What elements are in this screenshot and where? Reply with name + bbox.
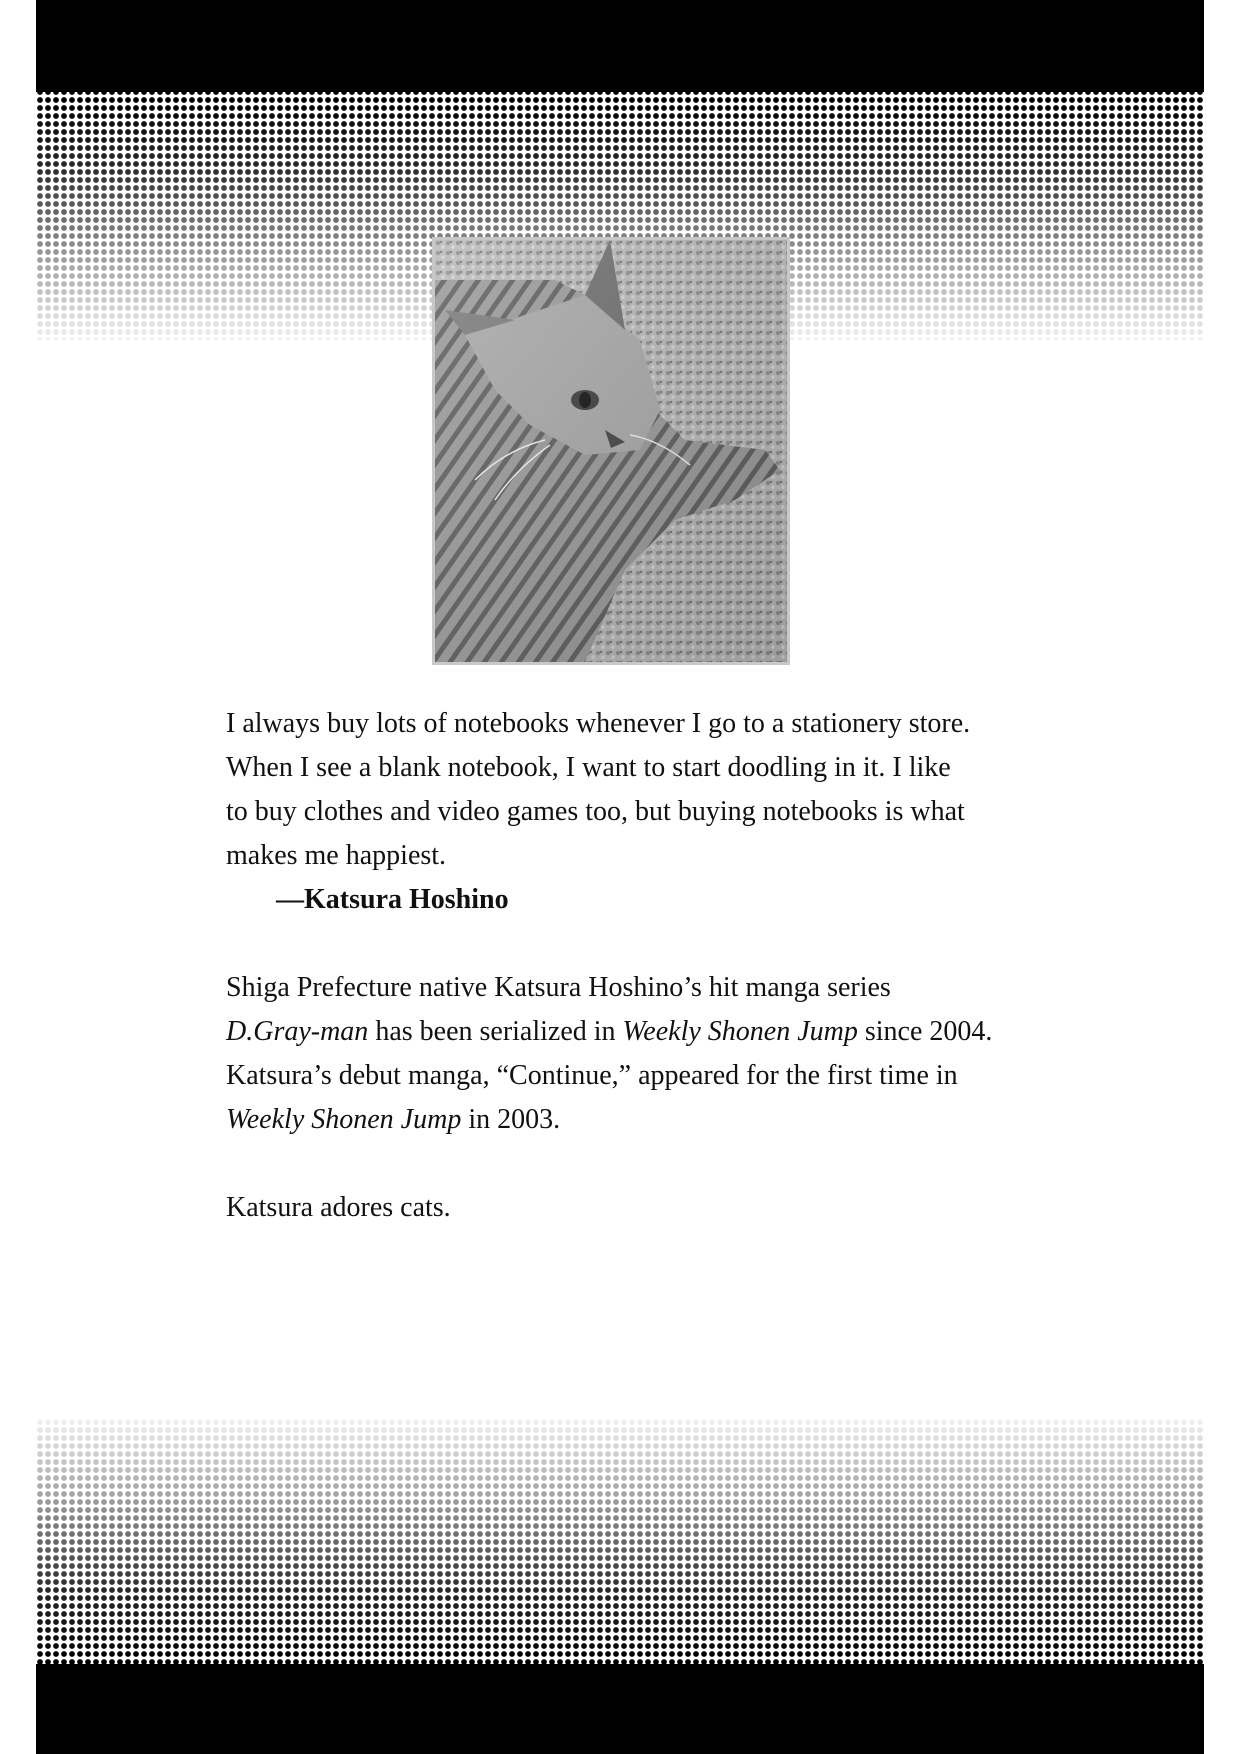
cat-icon	[435, 240, 787, 662]
series-title: D.Gray-man	[226, 1016, 369, 1047]
bio-text: has been serialized in	[368, 1016, 623, 1047]
quote-line: makes me happiest.	[226, 840, 447, 871]
magazine-title: Weekly Shonen Jump	[622, 1016, 858, 1047]
top-black-band	[36, 0, 1204, 92]
bio-line	[226, 1098, 1106, 1142]
closing-line: Katsura adores cats.	[226, 1192, 451, 1223]
bottom-halftone-band	[36, 1418, 1204, 1668]
bio-line: Shiga Prefecture native Katsura Hoshino’s hit manga series	[226, 972, 891, 1003]
bio-line	[226, 1010, 1106, 1054]
author-note	[226, 702, 1106, 1230]
quote-line: to buy clothes and video games too, but buying notebooks is what	[226, 796, 965, 827]
cat-photo	[432, 237, 790, 665]
bio-text: since 2004.	[857, 1016, 993, 1047]
quote-line: When I see a blank notebook, I want to start doodling in it. I like	[226, 752, 951, 783]
quote-line: I always buy lots of notebooks whenever I go to a stationery store.	[226, 708, 971, 739]
bio-text: in 2003.	[461, 1104, 561, 1135]
bottom-black-band	[36, 1664, 1204, 1754]
magazine-title: Weekly Shonen Jump	[226, 1104, 462, 1135]
bio-line: Katsura’s debut manga, “Continue,” appeared for the first time in	[226, 1060, 958, 1091]
author-signature: —Katsura Hoshino	[276, 884, 509, 915]
